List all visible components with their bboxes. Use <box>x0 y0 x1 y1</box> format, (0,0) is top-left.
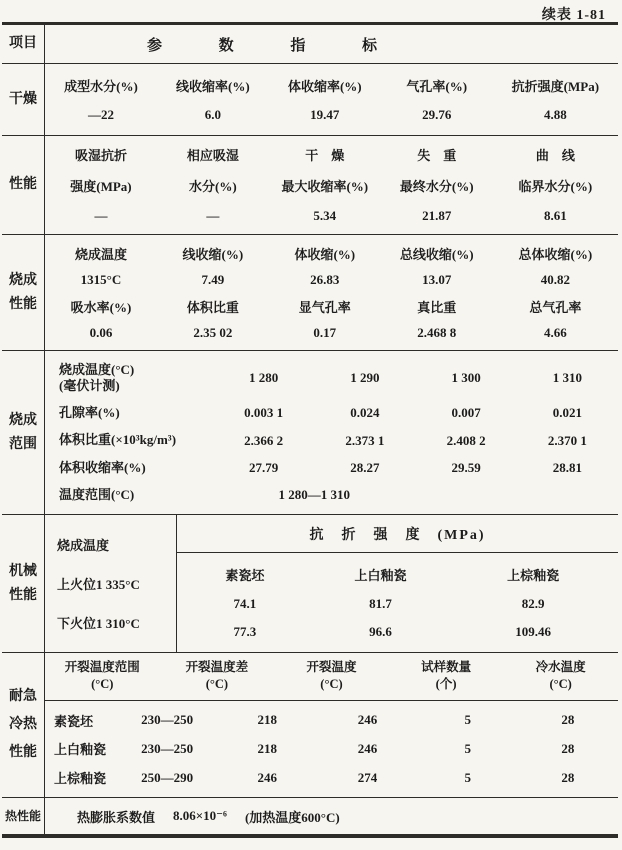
section-thermal-body <box>45 798 340 834</box>
cell-value: 2.366 2 <box>244 432 284 448</box>
column-header: 强度(MPa) <box>70 178 132 194</box>
cell-value: 5.34 <box>313 207 337 223</box>
cell-value: 96.6 <box>369 624 392 639</box>
cell-value: 0.024 <box>350 405 380 421</box>
section-firing-range <box>2 351 618 515</box>
column-header: 最终水分(%) <box>399 178 474 194</box>
section-label-text: 耐急 <box>9 689 37 704</box>
section-mechanical <box>2 515 618 653</box>
table-row <box>45 768 618 787</box>
coefficient-name: 热膨胀系数值 <box>77 809 156 825</box>
column-header: 真比重 <box>417 300 457 315</box>
header-line2: (个) <box>435 676 457 691</box>
cell-value: 250—290 <box>141 769 194 785</box>
params-char: 标 <box>361 37 377 54</box>
cell-value: 230—250 <box>141 740 194 756</box>
section-label-text: 烧成 <box>9 412 37 428</box>
column-header <box>389 659 504 693</box>
header-line1: 冷水温度 <box>535 660 586 674</box>
firing-header-row-2 <box>45 297 618 316</box>
coefficient-note: (加热温度600°C) <box>244 809 340 825</box>
cell-value: 0.06 <box>89 325 113 340</box>
cell-value: 1 310 <box>552 370 582 386</box>
cell-value: 81.7 <box>369 596 392 611</box>
flexural-strength-header: 抗 折 强 度 (MPa) <box>177 515 618 553</box>
cell-value: 2.373 1 <box>345 432 385 448</box>
performance-header-top-row <box>45 146 618 166</box>
cell-value: 246 <box>357 740 378 756</box>
column-header: 相应吸湿 <box>186 148 239 164</box>
cell-value: 109.46 <box>515 624 552 639</box>
section-label-text: 冷热 <box>9 717 37 732</box>
section-thermal-shock-label <box>2 653 45 797</box>
drying-header-row <box>45 76 618 95</box>
cell-value: 29.76 <box>422 107 452 122</box>
column-header: 吸水率(%) <box>70 300 132 315</box>
cell-value: 29.59 <box>451 459 481 475</box>
cell-value: 4.66 <box>543 325 567 340</box>
column-header: 干 燥 <box>305 148 345 164</box>
cell-value: 21.87 <box>422 207 452 223</box>
section-label-text: 性能 <box>9 745 37 760</box>
row-values <box>213 370 618 386</box>
section-label-text: 性能 <box>9 296 37 312</box>
row-values <box>213 405 618 421</box>
section-performance <box>2 136 618 235</box>
column-header: 成型水分(%) <box>64 79 138 94</box>
section-mechanical-body <box>45 515 618 652</box>
thermal-shock-rows <box>45 701 618 797</box>
column-header: 素瓷坯 <box>225 568 265 583</box>
cell-value: 2.408 2 <box>446 432 486 448</box>
section-firing-body <box>45 235 618 350</box>
cell-value: 28 <box>561 769 575 785</box>
column-header: 总体收缩(%) <box>518 247 593 262</box>
column-header: 线收缩率(%) <box>176 79 250 94</box>
row-label <box>45 362 213 395</box>
section-thermal-label <box>2 798 45 834</box>
cell-value: 2.370 1 <box>547 432 587 448</box>
row-label: 体积比重(×10³kg/m³) <box>59 432 177 448</box>
column-header: 总气孔率 <box>529 300 582 315</box>
column-header: 气孔率(%) <box>406 79 468 94</box>
section-thermal-properties <box>2 798 618 834</box>
header-line2: (°C) <box>549 676 572 691</box>
section-mechanical-label <box>2 515 45 652</box>
column-header: 显气孔率 <box>298 300 351 315</box>
mechanical-value-row-1 <box>177 596 618 612</box>
cell-value: 19.47 <box>310 107 340 122</box>
cell-value: 0.003 1 <box>244 405 284 421</box>
row-label: 体积收缩率(%) <box>59 459 146 475</box>
column-header: 体积比重 <box>186 300 239 315</box>
column-header: 烧成温度 <box>57 538 110 553</box>
section-range-label <box>2 351 45 514</box>
thermal-shock-header-row <box>45 653 618 701</box>
table-row <box>45 739 618 758</box>
cell-value: 77.3 <box>233 624 257 639</box>
column-header: 临界水分(%) <box>518 178 593 194</box>
cell-value: 5 <box>464 769 471 785</box>
row-values <box>213 460 618 476</box>
column-header: 线收缩(%) <box>182 247 244 262</box>
section-firing-performance <box>2 235 618 351</box>
mechanical-column-headers <box>177 565 618 584</box>
cell-value: 28.81 <box>552 459 582 475</box>
row-label-line1: 烧成温度(°C) <box>59 361 135 377</box>
section-performance-body <box>45 136 618 234</box>
cell-value: 26.83 <box>310 272 340 287</box>
cell-value: 6.0 <box>204 107 221 122</box>
column-header: 水分(%) <box>189 178 237 194</box>
cell-value: 27.79 <box>249 459 279 475</box>
cell-value: 5 <box>464 740 471 756</box>
cell-value: 2.35 02 <box>193 325 233 340</box>
section-thermal-shock <box>2 653 618 798</box>
coefficient-value: 8.06×10⁻⁶ <box>173 808 227 823</box>
row-label: 素瓷坯 <box>54 713 94 729</box>
mechanical-strength-area <box>177 515 618 652</box>
row-values <box>213 433 618 449</box>
range-row-bulk-density <box>45 432 618 448</box>
column-header: 上白釉瓷 <box>354 568 407 583</box>
section-label-text: 热性能 <box>4 809 41 823</box>
column-header: 最大收缩率(%) <box>281 178 369 194</box>
cell-value: 246 <box>257 769 278 785</box>
cell-value: 1315°C <box>80 272 122 287</box>
performance-header-bottom-row <box>45 177 618 197</box>
column-header: 吸湿抗折 <box>74 148 127 164</box>
column-header <box>503 659 618 693</box>
section-label-text: 烧成 <box>9 272 37 288</box>
params-char: 参 <box>147 37 163 54</box>
params-char: 指 <box>290 37 306 54</box>
section-label-text: 性能 <box>9 177 37 192</box>
row-label: 孔隙率(%) <box>59 405 120 421</box>
column-header: 烧成温度 <box>74 247 127 262</box>
section-thermal-shock-body <box>45 653 618 797</box>
cell-value: 0.021 <box>552 405 582 421</box>
header-line2: (°C) <box>91 676 114 691</box>
cell-value: 40.82 <box>540 272 570 287</box>
header-line2: (°C) <box>320 676 343 691</box>
column-header <box>45 659 160 693</box>
cell-value: 1 300 <box>451 370 481 386</box>
mechanical-temp-column <box>45 515 177 652</box>
cell-value: 8.61 <box>543 207 567 223</box>
cell-value: 28.27 <box>350 459 380 475</box>
row-label: 下火位1 310°C <box>57 616 140 631</box>
column-header <box>160 659 275 693</box>
header-line1: 开裂温度 <box>306 660 357 674</box>
cell-value: 274 <box>357 769 378 785</box>
cell-value: 230—250 <box>141 712 194 728</box>
drying-value-row <box>45 107 618 123</box>
section-drying-body <box>45 64 618 135</box>
section-performance-label <box>2 136 45 234</box>
cell-value: 1 280 <box>249 370 279 386</box>
range-row-firing-temp <box>45 362 618 395</box>
row-label: 上棕釉瓷 <box>54 771 107 787</box>
cell-value: 218 <box>257 712 278 728</box>
row-label-line2: (毫伏计测) <box>59 378 120 394</box>
row-label: 上白釉瓷 <box>54 742 107 758</box>
column-header: 总线收缩(%) <box>399 247 474 262</box>
firing-header-row-1 <box>45 244 618 263</box>
header-params-cell <box>45 25 618 63</box>
section-label-text: 范围 <box>9 436 37 452</box>
firing-value-row-2 <box>45 325 618 341</box>
range-row-porosity <box>45 405 618 421</box>
column-header <box>274 659 389 693</box>
cell-value: —22 <box>87 107 114 122</box>
column-header: 失 重 <box>417 148 457 164</box>
section-drying <box>2 64 618 136</box>
row-values <box>213 487 618 503</box>
cell-value: 2.468 8 <box>417 325 457 340</box>
cell-value: 0.007 <box>451 405 481 421</box>
column-header: 上棕釉瓷 <box>507 568 560 583</box>
section-label-text: 机械 <box>9 563 37 579</box>
cell-value: 13.07 <box>422 272 452 287</box>
cell-value: 4.88 <box>543 107 567 122</box>
params-char: 数 <box>218 37 234 54</box>
section-label-text: 干燥 <box>9 91 37 107</box>
firing-value-row-1 <box>45 272 618 288</box>
cell-value: 82.9 <box>521 596 545 611</box>
mechanical-strength-grid <box>177 553 618 652</box>
header-line1: 试样数量 <box>421 660 472 674</box>
cell-value: 7.49 <box>201 272 225 287</box>
header-line2: (°C) <box>205 676 229 691</box>
cell-value: — <box>94 207 108 223</box>
cell-value: 1 290 <box>350 370 380 386</box>
cell-value: 0.17 <box>313 325 337 340</box>
cell-value: 28 <box>561 712 575 728</box>
cell-value: 28 <box>561 740 575 756</box>
parameters-table <box>2 22 618 838</box>
cell-value: — <box>206 207 220 223</box>
section-range-body <box>45 351 618 514</box>
mechanical-value-row-2 <box>177 624 618 640</box>
cell-value-span: 1 280—1 310 <box>278 486 350 502</box>
header-line1: 开裂温度范围 <box>64 660 140 674</box>
header-line1: 开裂温度差 <box>185 660 249 674</box>
table-header-row <box>2 25 618 64</box>
params-title <box>147 34 377 55</box>
performance-value-row <box>45 208 618 224</box>
section-label-text: 性能 <box>9 587 37 603</box>
table-row <box>45 711 618 730</box>
column-header: 曲 线 <box>535 148 575 164</box>
cell-value: 74.1 <box>233 596 257 611</box>
cell-value: 218 <box>257 740 278 756</box>
item-column-label: 项目 <box>9 36 37 51</box>
section-firing-label <box>2 235 45 350</box>
table-continuation-caption: 续表 1-81 <box>541 8 606 23</box>
cell-value: 246 <box>357 712 378 728</box>
range-row-temp-range <box>45 487 618 503</box>
cell-value: 5 <box>464 712 471 728</box>
row-label: 温度范围(°C) <box>59 486 135 502</box>
header-item-cell <box>2 25 45 63</box>
column-header: 抗折强度(MPa) <box>511 79 600 94</box>
range-row-volume-shrinkage <box>45 460 618 476</box>
column-header: 体收缩率(%) <box>287 79 362 94</box>
row-label: 上火位1 335°C <box>57 577 140 592</box>
section-drying-label <box>2 64 45 135</box>
column-header: 体收缩(%) <box>294 247 356 262</box>
